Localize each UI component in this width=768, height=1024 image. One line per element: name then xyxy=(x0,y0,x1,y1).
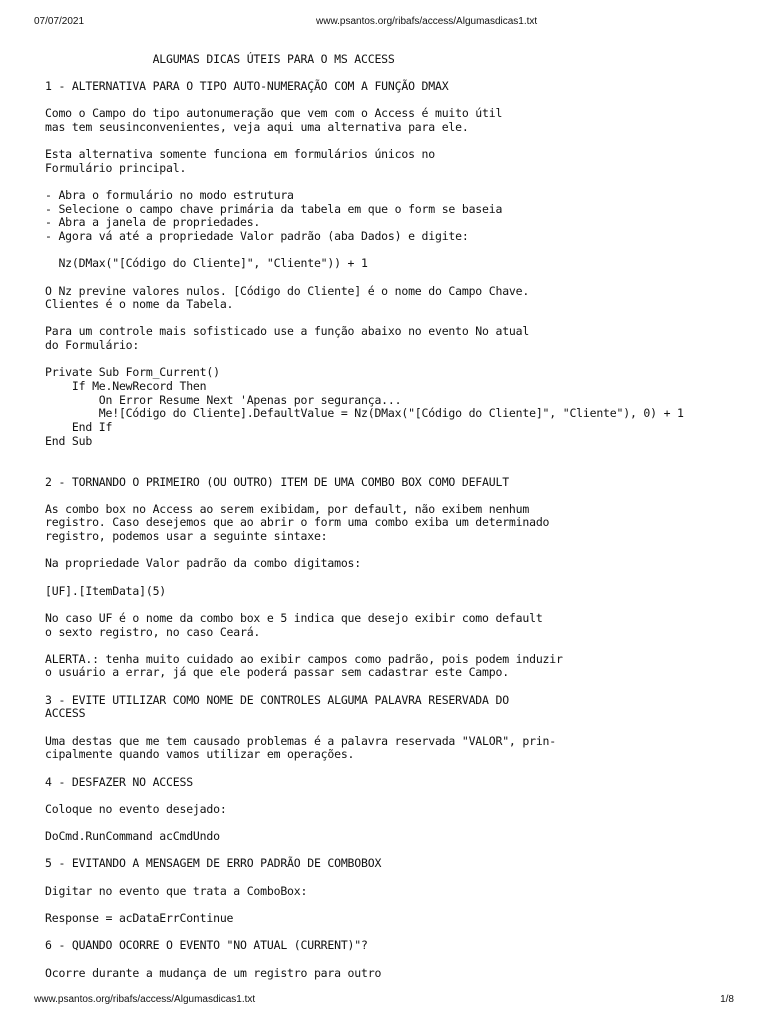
text-line: Esta alternativa somente funciona em formulários únicos no xyxy=(45,147,435,162)
text-line: As combo box no Access ao serem exibidam, por default, não exibem nenhum xyxy=(45,501,530,516)
text-line xyxy=(45,134,750,148)
text-line xyxy=(45,926,750,940)
text-line: Na propriedade Valor padrão da combo digitamos: xyxy=(45,556,362,571)
text-line: 3 - EVITE UTILIZAR COMO NOME DE CONTROLES ALGUMA PALAVRA RESERVADA DO xyxy=(45,692,509,707)
text-line xyxy=(45,871,750,885)
text-line xyxy=(45,762,750,776)
text-line: 2 - TORNANDO O PRIMEIRO (OU OUTRO) ITEM DE UMA COMBO BOX COMO DEFAULT xyxy=(45,474,509,489)
document-text xyxy=(45,39,750,980)
text-line: 5 - EVITANDO A MENSAGEM DE ERRO PADRÃO DE COMBOBOX xyxy=(45,856,382,871)
text-line xyxy=(45,571,750,585)
text-line: End Sub xyxy=(45,433,93,448)
text-line: Digitar no evento que trata a ComboBox: xyxy=(45,883,308,898)
text-line: [UF].[ItemData](5) xyxy=(45,583,167,598)
print-header-date: 07/07/2021 xyxy=(34,16,85,27)
text-line: Para um controle mais sofisticado use a função abaixo no evento No atual xyxy=(45,324,530,339)
text-line: - Selecione o campo chave primária da tabela em que o form se baseia xyxy=(45,201,503,216)
text-line: No caso UF é o nome da combo box e 5 indica que desejo exibir como default xyxy=(45,610,543,625)
text-line: Formulário principal. xyxy=(45,160,187,175)
text-line xyxy=(45,639,750,653)
text-line xyxy=(45,544,750,558)
text-line xyxy=(45,817,750,831)
text-line: Private Sub Form_Current() xyxy=(45,365,220,380)
text-line: If Me.NewRecord Then xyxy=(45,379,207,394)
text-line: - Abra o formulário no modo estrutura xyxy=(45,188,294,203)
text-line: End If xyxy=(45,419,113,434)
text-line: ALGUMAS DICAS ÚTEIS PARA O MS ACCESS xyxy=(45,51,395,66)
text-line: o usuário a errar, já que ele poderá passar sem cadastrar este Campo. xyxy=(45,665,509,680)
text-line xyxy=(45,680,750,694)
text-line: 1 - ALTERNATIVA PARA O TIPO AUTO-NUMERAÇÃO COM A FUNÇÃO DMAX xyxy=(45,78,449,93)
text-line: cipalmente quando vamos utilizar em operações. xyxy=(45,747,355,762)
text-line: mas tem seusinconvenientes, veja aqui uma alternativa para ele. xyxy=(45,119,469,134)
text-line: Clientes é o nome da Tabela. xyxy=(45,297,234,312)
text-line: Me![Código do Cliente].DefaultValue = Nz(DMax("[Código do Cliente]", "Cliente"), 0) + 1 xyxy=(45,406,684,421)
text-line: Coloque no evento desejado: xyxy=(45,801,227,816)
text-line: Response = acDataErrContinue xyxy=(45,911,234,925)
text-line xyxy=(45,312,750,326)
text-line xyxy=(45,353,750,367)
text-line: ACCESS xyxy=(45,706,86,721)
text-line xyxy=(45,789,750,803)
print-header-url: www.psantos.org/ribafs/access/Algumasdicas1.txt xyxy=(316,16,538,27)
text-line: Nz(DMax("[Código do Cliente]", "Cliente")) + 1 xyxy=(45,256,368,271)
text-line: ALERTA.: tenha muito cuidado ao exibir campos como padrão, pois podem induzir xyxy=(45,651,563,666)
text-line: DoCmd.RunCommand acCmdUndo xyxy=(45,829,220,844)
text-line: registro. Caso desejemos que ao abrir o form uma combo exiba um determinado xyxy=(45,515,550,530)
text-line xyxy=(45,489,750,503)
text-line: Uma destas que me tem causado problemas é a palavra reservada "VALOR", prin- xyxy=(45,733,556,748)
print-footer-url: www.psantos.org/ribafs/access/Algumasdicas1.txt xyxy=(34,994,256,1005)
text-line: O Nz previne valores nulos. [Código do Cliente] é o nome do Campo Chave. xyxy=(45,283,530,298)
text-line: 6 - QUANDO OCORRE O EVENTO "NO ATUAL (CURRENT)"? xyxy=(45,938,368,953)
text-line xyxy=(45,898,750,912)
text-line xyxy=(45,721,750,735)
text-line xyxy=(45,271,750,285)
text-line: 4 - DESFAZER NO ACCESS xyxy=(45,774,193,789)
text-line: o sexto registro, no caso Ceará. xyxy=(45,624,261,639)
text-line: Ocorre durante a mudança de um registro para outro xyxy=(45,965,382,980)
text-line: - Agora vá até a propriedade Valor padrão (aba Dados) e digite: xyxy=(45,228,469,243)
text-line: On Error Resume Next 'Apenas por segurança... xyxy=(45,392,402,407)
text-line xyxy=(45,94,750,108)
text-line xyxy=(45,39,750,53)
text-line xyxy=(45,244,750,258)
text-line xyxy=(45,175,750,189)
text-line xyxy=(45,448,750,462)
text-line: registro, podemos usar a seguinte sintaxe: xyxy=(45,529,328,544)
text-line xyxy=(45,66,750,80)
text-line xyxy=(45,598,750,612)
text-line xyxy=(45,953,750,967)
text-line: - Abra a janela de propriedades. xyxy=(45,215,261,230)
text-line: Como o Campo do tipo autonumeração que vem com o Access é muito útil xyxy=(45,106,503,121)
page-number: 1/8 xyxy=(720,994,734,1005)
text-line: do Formulário: xyxy=(45,338,140,353)
text-line xyxy=(45,462,750,476)
